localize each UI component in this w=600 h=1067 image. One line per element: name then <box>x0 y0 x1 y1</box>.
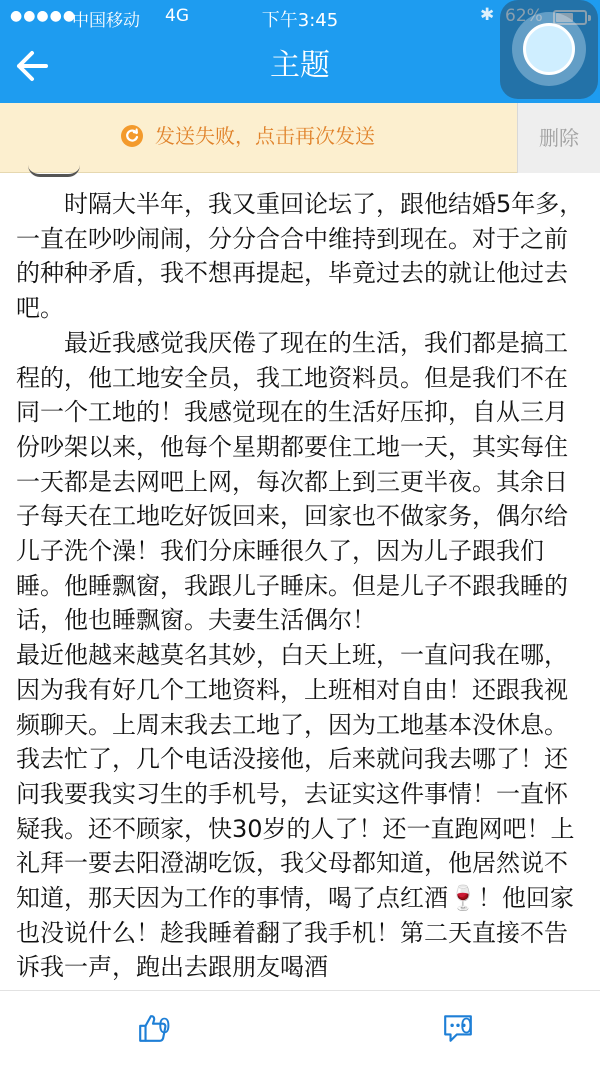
page-title: 主题 <box>270 48 330 83</box>
comment-icon[interactable] <box>428 1012 488 1044</box>
status-time: 下午3:45 <box>261 10 339 31</box>
refresh-icon <box>120 124 144 148</box>
signal-strength: ●●●●● <box>10 8 77 24</box>
like-count[interactable]: 0 <box>158 1014 171 1038</box>
comment-count[interactable]: 0 <box>460 1014 473 1038</box>
post-content <box>16 187 586 990</box>
assistive-touch-button[interactable] <box>500 0 598 99</box>
network-type: 4G <box>165 6 189 26</box>
resend-message[interactable]: 发送失败，点击再次发送 <box>155 124 375 148</box>
post-paragraph: 最近他越来越莫名其妙，白天上班，一直问我在哪，因为我有好几个工地资料，上班相对自由！还跟我视频聊天。上周末我去工地了，因为工地基本没休息。我去忙了，几个电话没接他，后来就问我去哪了！还问我要我实习生的手机号，去证实这件事情！一直怀疑我。还不顾家，快30岁的人了！还一直跑网吧！上礼拜一要去阳澄湖吃饭，我父母都知道，他居然说不知道，那天因为工作的事情，喝了点红酒🍷！他回家也没说什么！趁我睡着翻了我手机！第二天直接不告诉我一声，跑出去跟朋友喝酒 <box>16 641 575 982</box>
carrier-name: 中国移动 <box>72 11 140 31</box>
delete-button[interactable]: 删除 <box>517 103 600 173</box>
bottom-action-bar <box>0 990 600 1067</box>
bluetooth-icon: ✱ <box>480 5 495 25</box>
post-paragraph: 最近我感觉我厌倦了现在的生活，我们都是搞工程的，他工地安全员，我工地资料员。但是我们不在同一个工地的！我感觉现在的生活好压抑，自从三月份吵架以来，他每个星期都要住工地一天，其实每住一天都是去网吧上网，每次都上到三更半夜。其余日子每天在工地吃好饭回来，回家也不做家务，偶尔给儿子洗个澡！我们分床睡很久了，因为儿子跟我们睡。他睡飘窗，我跟儿子睡床。但是儿子不跟我睡的话，他也睡飘窗。夫妻生活偶尔！ <box>16 328 568 635</box>
post-paragraph: 时隔大半年，我又重回论坛了，跟他结婚5年多，一直在吵吵闹闹，分分合合中维持到现在。对于之前的种种矛盾，我不想再提起，毕竟过去的就让他过去吧。 <box>16 190 584 323</box>
avatar <box>28 165 80 177</box>
assistive-touch-core <box>523 23 575 75</box>
